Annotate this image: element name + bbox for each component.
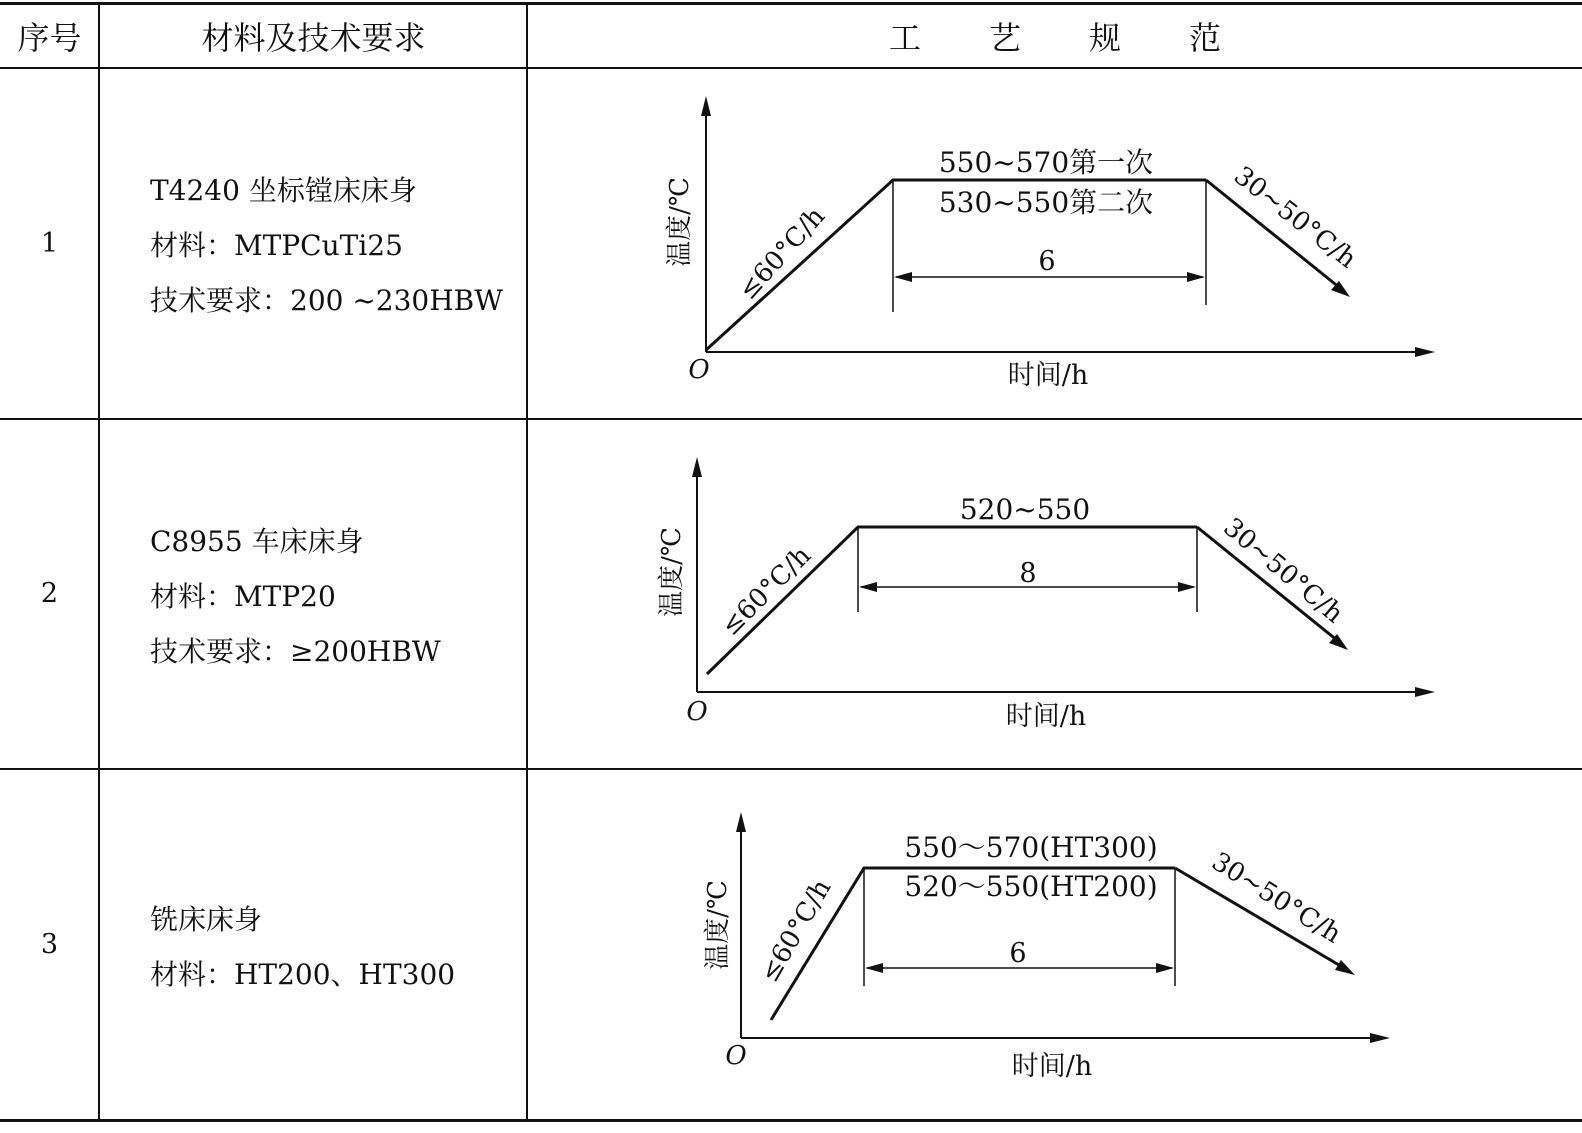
header-spec-char: 工 [888,19,921,57]
row-3-y-axis-label: 温度/℃ [703,880,733,970]
row-1-hold-time: 6 [1038,246,1056,277]
row-3-hold-label-bottom: 520～550(HT200) [904,870,1158,903]
row-2-hold-time: 8 [1019,558,1037,589]
row-3-hold-label-top: 550～570(HT300) [904,831,1158,864]
row-1-hold-label-bottom: 530~550第二次 [938,186,1154,219]
row-2-origin-label: O [686,697,708,727]
row-2-line: 技术要求：≥200HBW [150,635,441,668]
row-1-origin-label: O [688,355,710,385]
row-3-line: 铣床床身 [150,903,263,936]
header-spec-char: 范 [1188,19,1221,57]
row-3-heating-rate: ≤60°C/h [754,874,838,988]
row-1-heating-rate: ≤60°C/h [733,201,832,306]
row-2-hold-label-top: 520~550 [959,493,1091,526]
row-1-line: T4240 坐标镗床床身 [150,174,417,207]
row-1-cooling-rate: 30~50°C/h [1228,160,1362,275]
header-index: 序号 [17,19,82,57]
row-2-heating-rate: ≤60°C/h [715,540,818,643]
row-1-hold-label-top: 550~570第一次 [938,146,1154,179]
row-1-y-axis-label: 温度/℃ [665,177,695,267]
header-spec-char: 规 [1088,19,1121,57]
row-1-x-axis-label: 时间/h [1007,360,1089,391]
row-3-hold-time: 6 [1009,938,1027,969]
row-2-x-axis-label: 时间/h [1005,701,1087,732]
row-2-cooling-rate: 30~50°C/h [1217,512,1349,630]
row-2-index: 2 [40,578,59,609]
row-3-cooling-rate: 30~50°C/h [1206,846,1347,950]
row-3-x-axis-label: 时间/h [1011,1051,1093,1082]
row-3-origin-label: O [725,1041,747,1071]
row-1-line: 技术要求：200 ~230HBW [150,284,504,317]
row-2-line: C8955 车床床身 [150,525,364,558]
row-2-line: 材料：MTP20 [150,580,336,613]
row-3-line: 材料：HT200、HT300 [150,958,456,991]
header-spec-char: 艺 [988,19,1021,57]
row-1-index: 1 [40,228,59,259]
row-3-index: 3 [40,929,59,960]
row-1-line: 材料：MTPCuTi25 [150,229,403,262]
header-material: 材料及技术要求 [201,19,426,57]
row-2-y-axis-label: 温度/℃ [657,527,687,617]
